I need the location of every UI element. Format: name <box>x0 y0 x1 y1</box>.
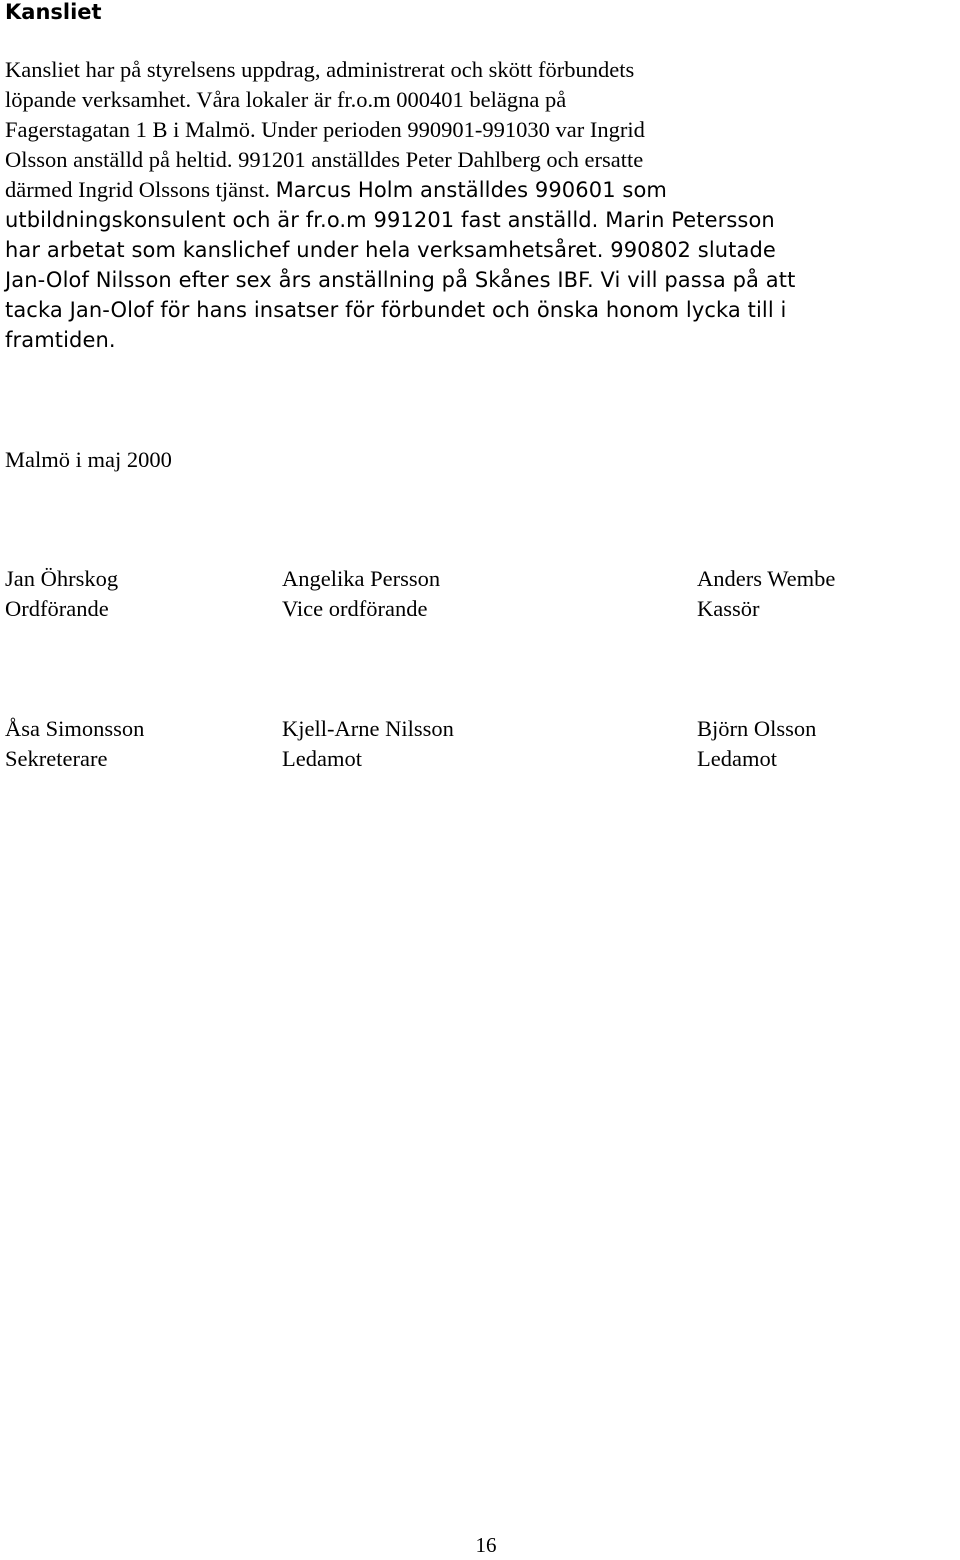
paragraph-line: framtiden. <box>5 328 116 352</box>
paragraph-line: utbildningskonsulent och är fr.o.m 991201 fast anställd. Marin Petersson <box>5 208 775 232</box>
signature-block <box>697 564 835 624</box>
paragraph-line: Kansliet har på styrelsens uppdrag, administrerat och skött förbundets <box>5 57 635 82</box>
page-number: 16 <box>475 1533 497 1557</box>
paragraph-line-part: Marcus Holm anställdes 990601 som <box>275 178 667 202</box>
body-paragraph <box>5 55 957 355</box>
signature-block <box>697 714 816 774</box>
signature-block <box>5 564 118 624</box>
signatory-name: Kjell-Arne Nilsson <box>282 716 454 741</box>
paragraph-line: tacka Jan-Olof för hans insatser för förbundet och önska honom lycka till i <box>5 298 787 322</box>
signature-block <box>282 564 440 624</box>
signatory-name: Anders Wembe <box>697 566 836 591</box>
signatory-name: Björn Olsson <box>697 716 817 741</box>
signatory-name: Åsa Simonsson <box>5 716 145 741</box>
paragraph-line <box>5 175 957 205</box>
paragraph-line: Olsson anställd på heltid. 991201 anställdes Peter Dahlberg och ersatte <box>5 147 644 172</box>
signatory-role: Kassör <box>697 596 760 621</box>
signatory-name: Angelika Persson <box>282 566 441 591</box>
signature-block <box>5 714 144 774</box>
section-heading: Kansliet <box>5 0 102 24</box>
place-date: Malmö i maj 2000 <box>5 447 172 472</box>
signatory-role: Ledamot <box>282 746 362 771</box>
paragraph-line: Jan-Olof Nilsson efter sex års anställning på Skånes IBF. Vi vill passa på att <box>5 268 796 292</box>
signature-block <box>282 714 454 774</box>
signatory-role: Ordförande <box>5 596 109 621</box>
signatory-role: Ledamot <box>697 746 777 771</box>
signatory-role: Vice ordförande <box>282 596 428 621</box>
paragraph-line: Fagerstagatan 1 B i Malmö. Under perioden 990901-991030 var Ingrid <box>5 117 645 142</box>
signatory-role: Sekreterare <box>5 746 108 771</box>
signatory-name: Jan Öhrskog <box>5 566 119 591</box>
paragraph-line: har arbetat som kanslichef under hela verksamhetsåret. 990802 slutade <box>5 238 776 262</box>
paragraph-line: löpande verksamhet. Våra lokaler är fr.o.m 000401 belägna på <box>5 87 567 112</box>
paragraph-line-part: därmed Ingrid Olssons tjänst. <box>5 177 276 202</box>
